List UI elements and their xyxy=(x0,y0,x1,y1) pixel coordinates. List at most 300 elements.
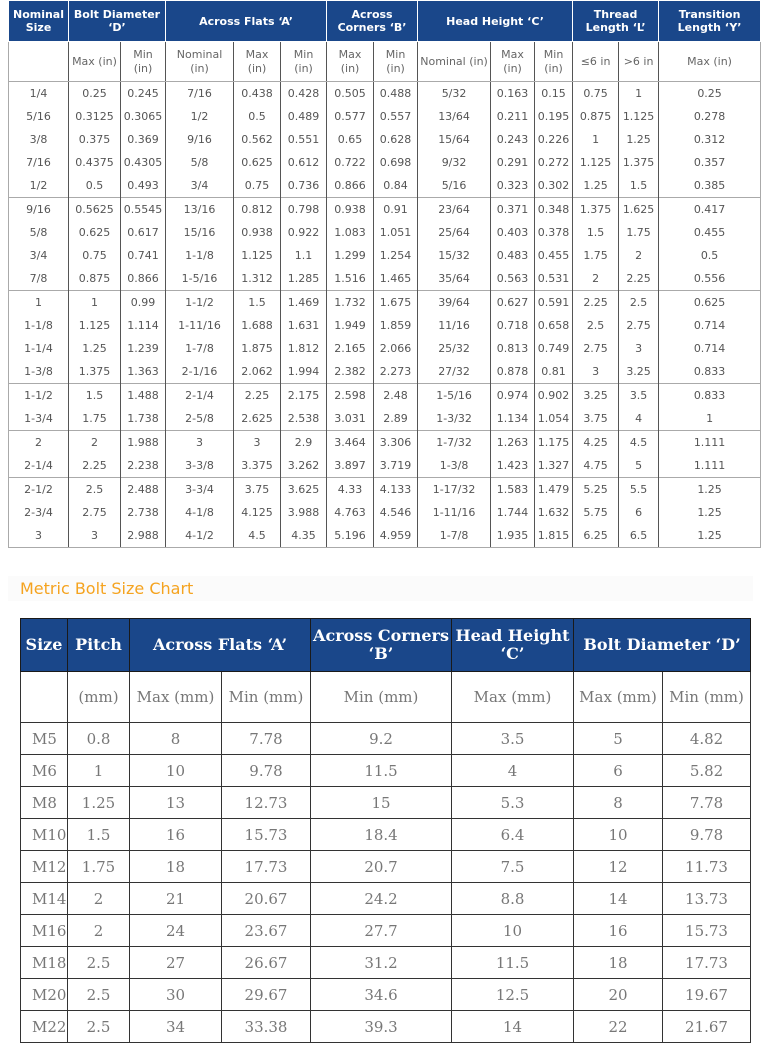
table-cell: 1.263 xyxy=(491,431,535,455)
table-row xyxy=(9,360,761,384)
header-nominal-size: Nominal Size xyxy=(9,1,69,42)
table-cell: 1/2 xyxy=(9,174,69,198)
table-cell: 1.1 xyxy=(281,244,327,267)
table-cell: 1.125 xyxy=(573,151,619,174)
table-cell: 5/16 xyxy=(418,174,491,198)
table-cell: 7.78 xyxy=(663,787,751,819)
header-head-height: Head Height ‘C’ xyxy=(452,619,574,672)
table-cell: 3.262 xyxy=(281,454,327,478)
table-cell: 12 xyxy=(574,851,663,883)
table-cell: 13.73 xyxy=(663,883,751,915)
table-cell: 3-3/4 xyxy=(166,478,234,502)
table-cell: 1-1/8 xyxy=(166,244,234,267)
table-cell: 0.833 xyxy=(659,384,761,408)
header-across-corners: Across Corners ‘B’ xyxy=(327,1,418,42)
subheader-cell: Min (mm) xyxy=(222,672,311,723)
table-cell: 1.125 xyxy=(234,244,281,267)
table-cell: 3.988 xyxy=(281,501,327,524)
table-cell: 2.25 xyxy=(619,267,659,291)
table-cell: 2.273 xyxy=(374,360,418,384)
table-cell: 1-1/4 xyxy=(9,337,69,360)
subheader-cell: (mm) xyxy=(68,672,130,723)
metric-table-body xyxy=(21,723,751,1043)
table-cell: 0.84 xyxy=(374,174,418,198)
subheader-cell: Max (mm) xyxy=(452,672,574,723)
table-row xyxy=(9,244,761,267)
table-cell: 0.99 xyxy=(121,291,166,315)
table-cell: 33.38 xyxy=(222,1011,311,1043)
table-row xyxy=(21,883,751,915)
table-cell: 3.5 xyxy=(619,384,659,408)
table-cell: 5.196 xyxy=(327,524,374,548)
table-row xyxy=(21,979,751,1011)
table-cell: 1.744 xyxy=(491,501,535,524)
table-cell: 1.134 xyxy=(491,407,535,431)
table-cell: 9/16 xyxy=(9,198,69,222)
table-cell: 1-3/32 xyxy=(418,407,491,431)
table-cell: 39.3 xyxy=(311,1011,452,1043)
table-cell: 7.78 xyxy=(222,723,311,755)
table-cell: 0.938 xyxy=(234,221,281,244)
table-cell: 2-1/4 xyxy=(166,384,234,408)
table-cell: 27 xyxy=(130,947,222,979)
table-cell: 0.625 xyxy=(234,151,281,174)
table-cell: 0.5625 xyxy=(69,198,121,222)
table-cell: 13/16 xyxy=(166,198,234,222)
table-cell: 6 xyxy=(619,501,659,524)
table-cell: 12.73 xyxy=(222,787,311,819)
table-cell: 0.878 xyxy=(491,360,535,384)
table-cell: 0.813 xyxy=(491,337,535,360)
table-cell: 3.5 xyxy=(452,723,574,755)
table-cell: 3.25 xyxy=(619,360,659,384)
table-cell: M6 xyxy=(21,755,68,787)
table-row xyxy=(9,291,761,315)
table-cell: 0.866 xyxy=(121,267,166,291)
table-cell: 2.75 xyxy=(69,501,121,524)
table-cell: 0.3065 xyxy=(121,105,166,128)
table-cell: 3.75 xyxy=(573,407,619,431)
table-cell: 1.875 xyxy=(234,337,281,360)
table-cell: 0.658 xyxy=(535,314,573,337)
table-cell: 1-5/16 xyxy=(166,267,234,291)
table-cell: 0.556 xyxy=(659,267,761,291)
table-cell: 3.625 xyxy=(281,478,327,502)
table-cell: 1-3/8 xyxy=(9,360,69,384)
subheader-cell: Max (in) xyxy=(659,42,761,82)
table-cell: 1.5 xyxy=(234,291,281,315)
table-cell: 1.465 xyxy=(374,267,418,291)
subheader-cell: Max (in) xyxy=(234,42,281,82)
table-cell: 1.111 xyxy=(659,431,761,455)
table-row xyxy=(21,787,751,819)
table-cell: M16 xyxy=(21,915,68,947)
table-cell: 1.25 xyxy=(68,787,130,819)
table-cell: 25/64 xyxy=(418,221,491,244)
table-cell: 10 xyxy=(574,819,663,851)
table-row xyxy=(9,478,761,502)
table-cell: 11.5 xyxy=(311,755,452,787)
table-row xyxy=(9,174,761,198)
table-cell: 2 xyxy=(619,244,659,267)
table-cell: 20.7 xyxy=(311,851,452,883)
table-cell: 6 xyxy=(574,755,663,787)
table-cell: 0.211 xyxy=(491,105,535,128)
table-cell: 0.81 xyxy=(535,360,573,384)
table-cell: M18 xyxy=(21,947,68,979)
table-cell: 1.988 xyxy=(121,431,166,455)
header-across-flats: Across Flats ‘A’ xyxy=(166,1,327,42)
table-cell: 15/32 xyxy=(418,244,491,267)
table-cell: 0.75 xyxy=(234,174,281,198)
table-cell: 3/8 xyxy=(9,128,69,151)
table-cell: 0.714 xyxy=(659,337,761,360)
table-cell: 4.133 xyxy=(374,478,418,502)
table-cell: 1 xyxy=(659,407,761,431)
table-cell: 7/16 xyxy=(166,82,234,106)
table-cell: 1.75 xyxy=(68,851,130,883)
table-cell: 0.625 xyxy=(69,221,121,244)
table-cell: 14 xyxy=(574,883,663,915)
table-cell: 0.8 xyxy=(68,723,130,755)
table-cell: 1.5 xyxy=(68,819,130,851)
table-cell: 0.378 xyxy=(535,221,573,244)
table-cell: 13/64 xyxy=(418,105,491,128)
table-cell: 0.302 xyxy=(535,174,573,198)
table-cell: 0.749 xyxy=(535,337,573,360)
table-cell: 1.5 xyxy=(619,174,659,198)
table-cell: 1 xyxy=(619,82,659,106)
table-cell: 2-1/2 xyxy=(9,478,69,502)
table-cell: 3 xyxy=(573,360,619,384)
table-cell: 24 xyxy=(130,915,222,947)
table-cell: 7/8 xyxy=(9,267,69,291)
table-cell: 26.67 xyxy=(222,947,311,979)
table-cell: 2.5 xyxy=(68,979,130,1011)
table-cell: 2.75 xyxy=(619,314,659,337)
table-cell: 1.488 xyxy=(121,384,166,408)
table-cell: 0.438 xyxy=(234,82,281,106)
subheader-cell: Max (in) xyxy=(327,42,374,82)
table-cell: 8 xyxy=(130,723,222,755)
subheader-cell: Max (in) xyxy=(69,42,121,82)
table-cell: 1.75 xyxy=(573,244,619,267)
table-row xyxy=(9,221,761,244)
table-cell: 5.82 xyxy=(663,755,751,787)
table-cell: 0.718 xyxy=(491,314,535,337)
table-cell: 2.382 xyxy=(327,360,374,384)
table-row xyxy=(9,431,761,455)
table-cell: 0.741 xyxy=(121,244,166,267)
table-cell: 0.493 xyxy=(121,174,166,198)
table-cell: 0.4305 xyxy=(121,151,166,174)
table-cell: 1.254 xyxy=(374,244,418,267)
table-cell: 2.5 xyxy=(68,947,130,979)
table-cell: 3.719 xyxy=(374,454,418,478)
table-cell: 1 xyxy=(573,128,619,151)
table-cell: 0.3125 xyxy=(69,105,121,128)
table-cell: 1/4 xyxy=(9,82,69,106)
table-cell: 30 xyxy=(130,979,222,1011)
table-cell: 1.125 xyxy=(69,314,121,337)
table-cell: 2.988 xyxy=(121,524,166,548)
table-cell: 7/16 xyxy=(9,151,69,174)
table-cell: 39/64 xyxy=(418,291,491,315)
table-cell: 0.974 xyxy=(491,384,535,408)
table-row xyxy=(9,384,761,408)
table-cell: 22 xyxy=(574,1011,663,1043)
table-cell: 2 xyxy=(68,883,130,915)
table-cell: 1-1/8 xyxy=(9,314,69,337)
table-cell: 1.516 xyxy=(327,267,374,291)
table-cell: 1.75 xyxy=(69,407,121,431)
metric-section-title: Metric Bolt Size Chart xyxy=(8,576,753,601)
table-cell: 1.25 xyxy=(69,337,121,360)
table-cell: 0.371 xyxy=(491,198,535,222)
table-cell: 2.175 xyxy=(281,384,327,408)
table-row xyxy=(9,524,761,548)
table-cell: 21.67 xyxy=(663,1011,751,1043)
table-cell: 4-1/2 xyxy=(166,524,234,548)
table-cell: 0.323 xyxy=(491,174,535,198)
table-cell: 4.5 xyxy=(619,431,659,455)
table-cell: 17.73 xyxy=(663,947,751,979)
table-cell: 0.291 xyxy=(491,151,535,174)
table-cell: 1.738 xyxy=(121,407,166,431)
table-cell: M22 xyxy=(21,1011,68,1043)
table-cell: 0.348 xyxy=(535,198,573,222)
table-cell: 1.363 xyxy=(121,360,166,384)
table-cell: 18 xyxy=(574,947,663,979)
table-cell: 31.2 xyxy=(311,947,452,979)
table-cell: 1-11/16 xyxy=(418,501,491,524)
table-cell: 0.243 xyxy=(491,128,535,151)
table-cell: 1.675 xyxy=(374,291,418,315)
table-cell: 1.688 xyxy=(234,314,281,337)
subheader-cell: Max (mm) xyxy=(574,672,663,723)
table-cell: 0.875 xyxy=(69,267,121,291)
table-cell: 0.278 xyxy=(659,105,761,128)
header-head-height: Head Height ‘C’ xyxy=(418,1,573,42)
table-cell: 1.25 xyxy=(659,501,761,524)
table-cell: 1.732 xyxy=(327,291,374,315)
table-row xyxy=(21,819,751,851)
table-cell: 1.75 xyxy=(619,221,659,244)
table-cell: 3 xyxy=(619,337,659,360)
table-cell: 3.031 xyxy=(327,407,374,431)
table-cell: 2.598 xyxy=(327,384,374,408)
table-cell: 1-11/16 xyxy=(166,314,234,337)
table-cell: 34 xyxy=(130,1011,222,1043)
table-cell: 0.833 xyxy=(659,360,761,384)
table-cell: 15.73 xyxy=(663,915,751,947)
table-cell: 27/32 xyxy=(418,360,491,384)
header-bolt-diameter: Bolt Diameter ‘D’ xyxy=(69,1,166,42)
table-cell: 13 xyxy=(130,787,222,819)
table-cell: 6.5 xyxy=(619,524,659,548)
table-cell: 15/16 xyxy=(166,221,234,244)
table-cell: 2.5 xyxy=(68,1011,130,1043)
table-cell: 3 xyxy=(69,524,121,548)
table-cell: 0.226 xyxy=(535,128,573,151)
table-cell: 0.75 xyxy=(69,244,121,267)
table-cell: 1.25 xyxy=(659,524,761,548)
table-cell: 1.299 xyxy=(327,244,374,267)
table-cell: 1.815 xyxy=(535,524,573,548)
table-row xyxy=(9,501,761,524)
table-cell: 0.195 xyxy=(535,105,573,128)
table-cell: 9.78 xyxy=(222,755,311,787)
metric-bolt-table xyxy=(20,618,751,1043)
table-cell: 1.083 xyxy=(327,221,374,244)
table-cell: 5/8 xyxy=(166,151,234,174)
table-row xyxy=(9,198,761,222)
table-cell: 0.455 xyxy=(659,221,761,244)
table-cell: 4.763 xyxy=(327,501,374,524)
table-cell: 6.25 xyxy=(573,524,619,548)
table-cell: 2.9 xyxy=(281,431,327,455)
subheader-cell: Max (in) xyxy=(491,42,535,82)
header-across-corners: Across Corners ‘B’ xyxy=(311,619,452,672)
table-cell: 3-3/8 xyxy=(166,454,234,478)
subheader-cell: Min (in) xyxy=(121,42,166,82)
table-cell: 2-1/16 xyxy=(166,360,234,384)
table-row xyxy=(9,128,761,151)
table-cell: 5/16 xyxy=(9,105,69,128)
table-cell: 0.562 xyxy=(234,128,281,151)
table-cell: 0.5 xyxy=(69,174,121,198)
table-cell: 0.563 xyxy=(491,267,535,291)
table-cell: 1.375 xyxy=(573,198,619,222)
table-cell: 2.538 xyxy=(281,407,327,431)
table-cell: 15 xyxy=(311,787,452,819)
table-cell: 0.531 xyxy=(535,267,573,291)
table-row xyxy=(9,105,761,128)
table-cell: 0.385 xyxy=(659,174,761,198)
table-cell: 3.25 xyxy=(573,384,619,408)
table-cell: 1.5 xyxy=(573,221,619,244)
table-cell: 1.312 xyxy=(234,267,281,291)
table-cell: 1-3/8 xyxy=(418,454,491,478)
table-cell: 3.464 xyxy=(327,431,374,455)
table-cell: 3/4 xyxy=(166,174,234,198)
table-cell: 3.375 xyxy=(234,454,281,478)
subheader-cell: Min (in) xyxy=(281,42,327,82)
table-row xyxy=(9,407,761,431)
table-cell: 0.505 xyxy=(327,82,374,106)
table-cell: 2.5 xyxy=(619,291,659,315)
table-cell: 0.722 xyxy=(327,151,374,174)
table-cell: 5.25 xyxy=(573,478,619,502)
table-cell: 1.25 xyxy=(619,128,659,151)
subheader-cell: Nominal (in) xyxy=(166,42,234,82)
table-cell: 1.375 xyxy=(619,151,659,174)
header-across-flats: Across Flats ‘A’ xyxy=(130,619,311,672)
table-cell: 2.062 xyxy=(234,360,281,384)
table-cell: 2.75 xyxy=(573,337,619,360)
table-cell: 1.859 xyxy=(374,314,418,337)
table-cell: 4.546 xyxy=(374,501,418,524)
table-cell: M5 xyxy=(21,723,68,755)
header-pitch: Pitch xyxy=(68,619,130,672)
table-cell: 16 xyxy=(130,819,222,851)
table-cell: 0.403 xyxy=(491,221,535,244)
table-cell: 2.25 xyxy=(69,454,121,478)
table-cell: 2.25 xyxy=(234,384,281,408)
subheader-cell: Min (mm) xyxy=(663,672,751,723)
table-cell: 4.33 xyxy=(327,478,374,502)
table-cell: 5.5 xyxy=(619,478,659,502)
table-cell: 0.417 xyxy=(659,198,761,222)
table-cell: 3 xyxy=(234,431,281,455)
table-cell: 0.75 xyxy=(573,82,619,106)
table-cell: 5.3 xyxy=(452,787,574,819)
subheader-cell: ≤6 in xyxy=(573,42,619,82)
table-cell: 1-3/4 xyxy=(9,407,69,431)
table-cell: 2 xyxy=(573,267,619,291)
table-cell: 1.479 xyxy=(535,478,573,502)
metric-subheader-row xyxy=(21,672,751,723)
table-cell: 1.285 xyxy=(281,267,327,291)
table-cell: 2.625 xyxy=(234,407,281,431)
table-cell: 3 xyxy=(166,431,234,455)
table-cell: 15/64 xyxy=(418,128,491,151)
imperial-bolt-table xyxy=(8,0,761,548)
table-row xyxy=(21,1011,751,1043)
table-cell: M20 xyxy=(21,979,68,1011)
table-cell: 0.577 xyxy=(327,105,374,128)
table-cell: 0.15 xyxy=(535,82,573,106)
table-cell: 0.625 xyxy=(659,291,761,315)
table-cell: 0.25 xyxy=(659,82,761,106)
subheader-cell: >6 in xyxy=(619,42,659,82)
table-cell: 0.617 xyxy=(121,221,166,244)
table-cell: 2.238 xyxy=(121,454,166,478)
table-cell: 4.75 xyxy=(573,454,619,478)
table-cell: 3.75 xyxy=(234,478,281,502)
table-cell: 1.054 xyxy=(535,407,573,431)
table-cell: 1.327 xyxy=(535,454,573,478)
table-cell: 4 xyxy=(452,755,574,787)
table-cell: 2.488 xyxy=(121,478,166,502)
table-row xyxy=(9,267,761,291)
table-cell: 0.5 xyxy=(234,105,281,128)
subheader-cell xyxy=(9,42,69,82)
table-cell: 1-5/16 xyxy=(418,384,491,408)
table-cell: 2-3/4 xyxy=(9,501,69,524)
table-cell: 0.272 xyxy=(535,151,573,174)
table-cell: 1.25 xyxy=(573,174,619,198)
header-transition-length: Transition Length ‘Y’ xyxy=(659,1,761,42)
table-cell: 20.67 xyxy=(222,883,311,915)
table-cell: M14 xyxy=(21,883,68,915)
table-cell: 2.738 xyxy=(121,501,166,524)
table-cell: 0.5 xyxy=(659,244,761,267)
table-cell: 19.67 xyxy=(663,979,751,1011)
imperial-table-body xyxy=(9,82,761,548)
table-row xyxy=(9,82,761,106)
table-cell: 0.557 xyxy=(374,105,418,128)
table-cell: 4.5 xyxy=(234,524,281,548)
table-cell: 1.25 xyxy=(659,478,761,502)
table-cell: 1.239 xyxy=(121,337,166,360)
table-cell: 0.91 xyxy=(374,198,418,222)
table-cell: 0.866 xyxy=(327,174,374,198)
table-cell: 0.591 xyxy=(535,291,573,315)
table-cell: 0.922 xyxy=(281,221,327,244)
subheader-cell: Min (mm) xyxy=(311,672,452,723)
table-cell: M10 xyxy=(21,819,68,851)
